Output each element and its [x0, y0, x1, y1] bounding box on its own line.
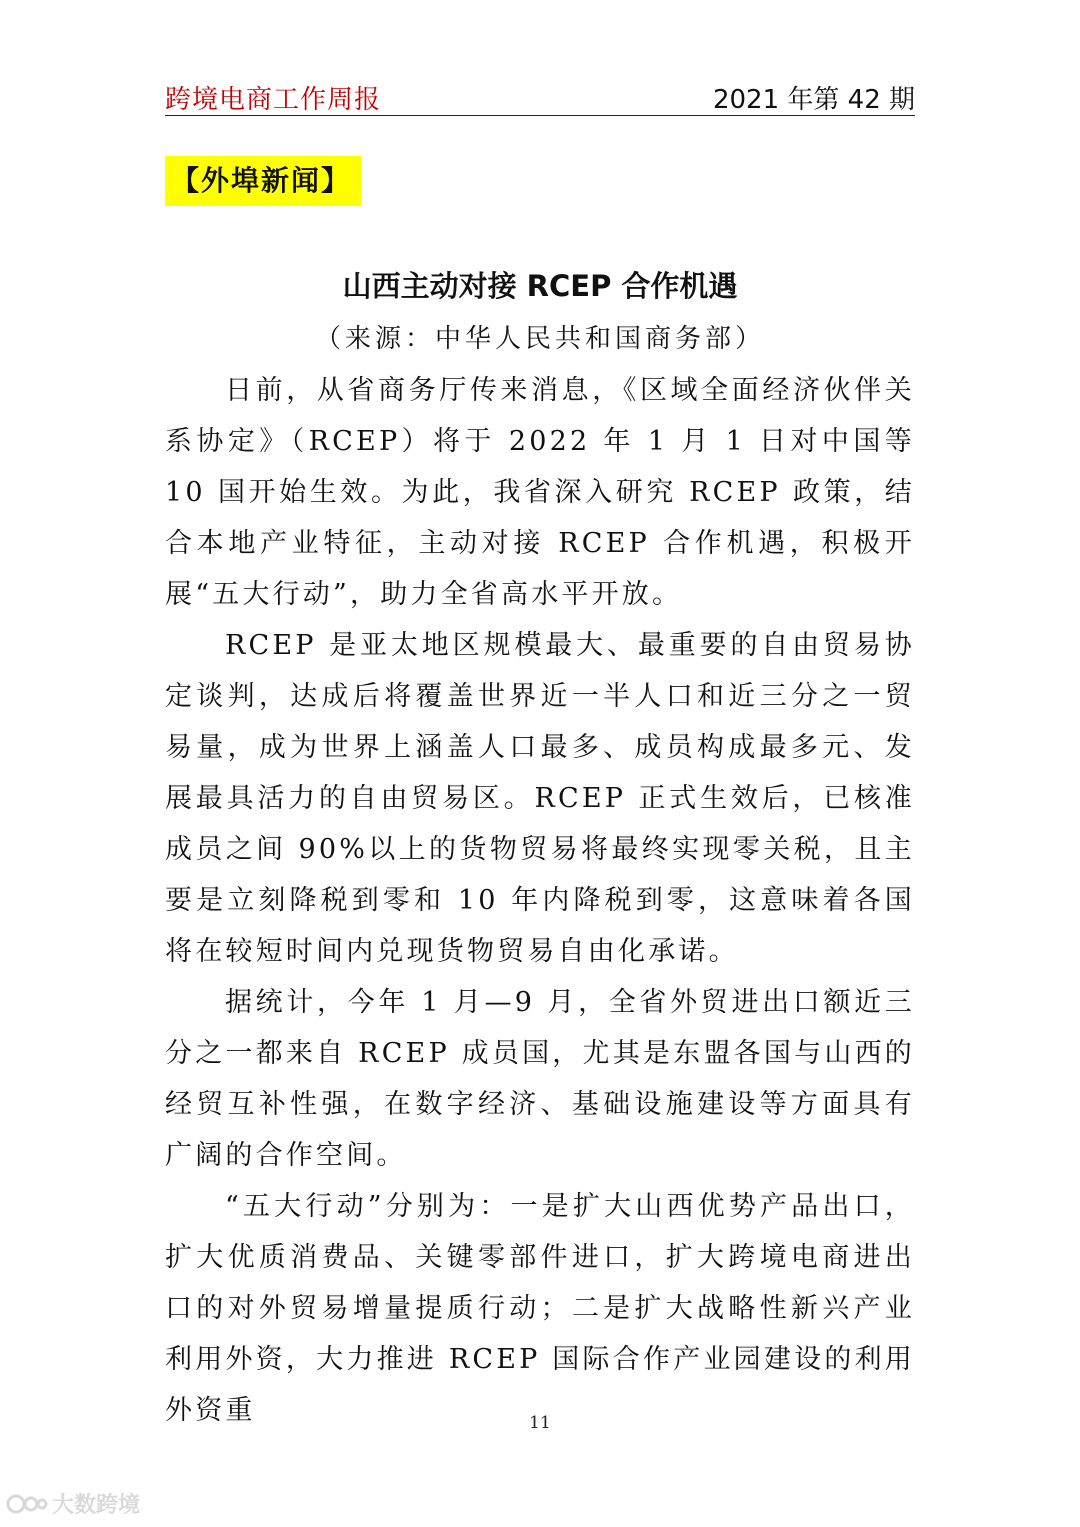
- paragraph: RCEP 是亚太地区规模最大、最重要的自由贸易协定谈判，达成后将覆盖世界近一半人口和近三分之一贸易量，成为世界上涵盖人口最多、成员构成最多元、发展最具活力的自由贸易区。RCEP 正式生效后，已核准成员之间 90%以上的货物贸易将最终实现零关税，且主要是立刻降税到零和 10 年内降税到零，这意味着各国将在较短时间内兑现货物贸易自由化承诺。: [165, 630, 915, 967]
- paragraph: 日前，从省商务厅传来消息，《区域全面经济伙伴关系协定》（RCEP）将于 2022 年 1 月 1 日对中国等 10 国开始生效。为此，我省深入研究 RCEP 政策，结合本地产业特征，主动对接 RCEP 合作机遇，积极开展“五大行动”，助力全省高水平开放。: [165, 375, 915, 610]
- section-tag: 【外埠新闻】: [165, 156, 361, 206]
- watermark-text: 大数跨境: [52, 1493, 141, 1518]
- watermark-logo-icon: [6, 1492, 48, 1516]
- page-header: [165, 75, 915, 116]
- paragraph: 据统计，今年 1 月—9 月，全省外贸进出口额近三分之一都来自 RCEP 成员国，尤其是东盟各国与山西的经贸互补性强，在数字经济、基础设施建设等方面具有广阔的合作空间。: [165, 987, 915, 1171]
- watermark: [6, 1488, 140, 1519]
- page-number: 11: [529, 1413, 551, 1433]
- article-title: 山西主动对接 RCEP 合作机遇: [342, 269, 738, 303]
- issue-number: 2021 年第 42 期: [712, 85, 915, 115]
- newsletter-title: 跨境电商工作周报: [165, 85, 382, 115]
- paragraph: “五大行动”分别为：一是扩大山西优势产品出口，扩大优质消费品、关键零部件进口，扩大跨境电商进出口的对外贸易增量提质行动；二是扩大战略性新兴产业利用外资，大力推进 RCEP 国际合作产业园建设的利用外资重: [165, 1191, 915, 1426]
- article-body: [165, 365, 915, 1436]
- article-source: （来源：中华人民共和国商务部）: [314, 324, 765, 354]
